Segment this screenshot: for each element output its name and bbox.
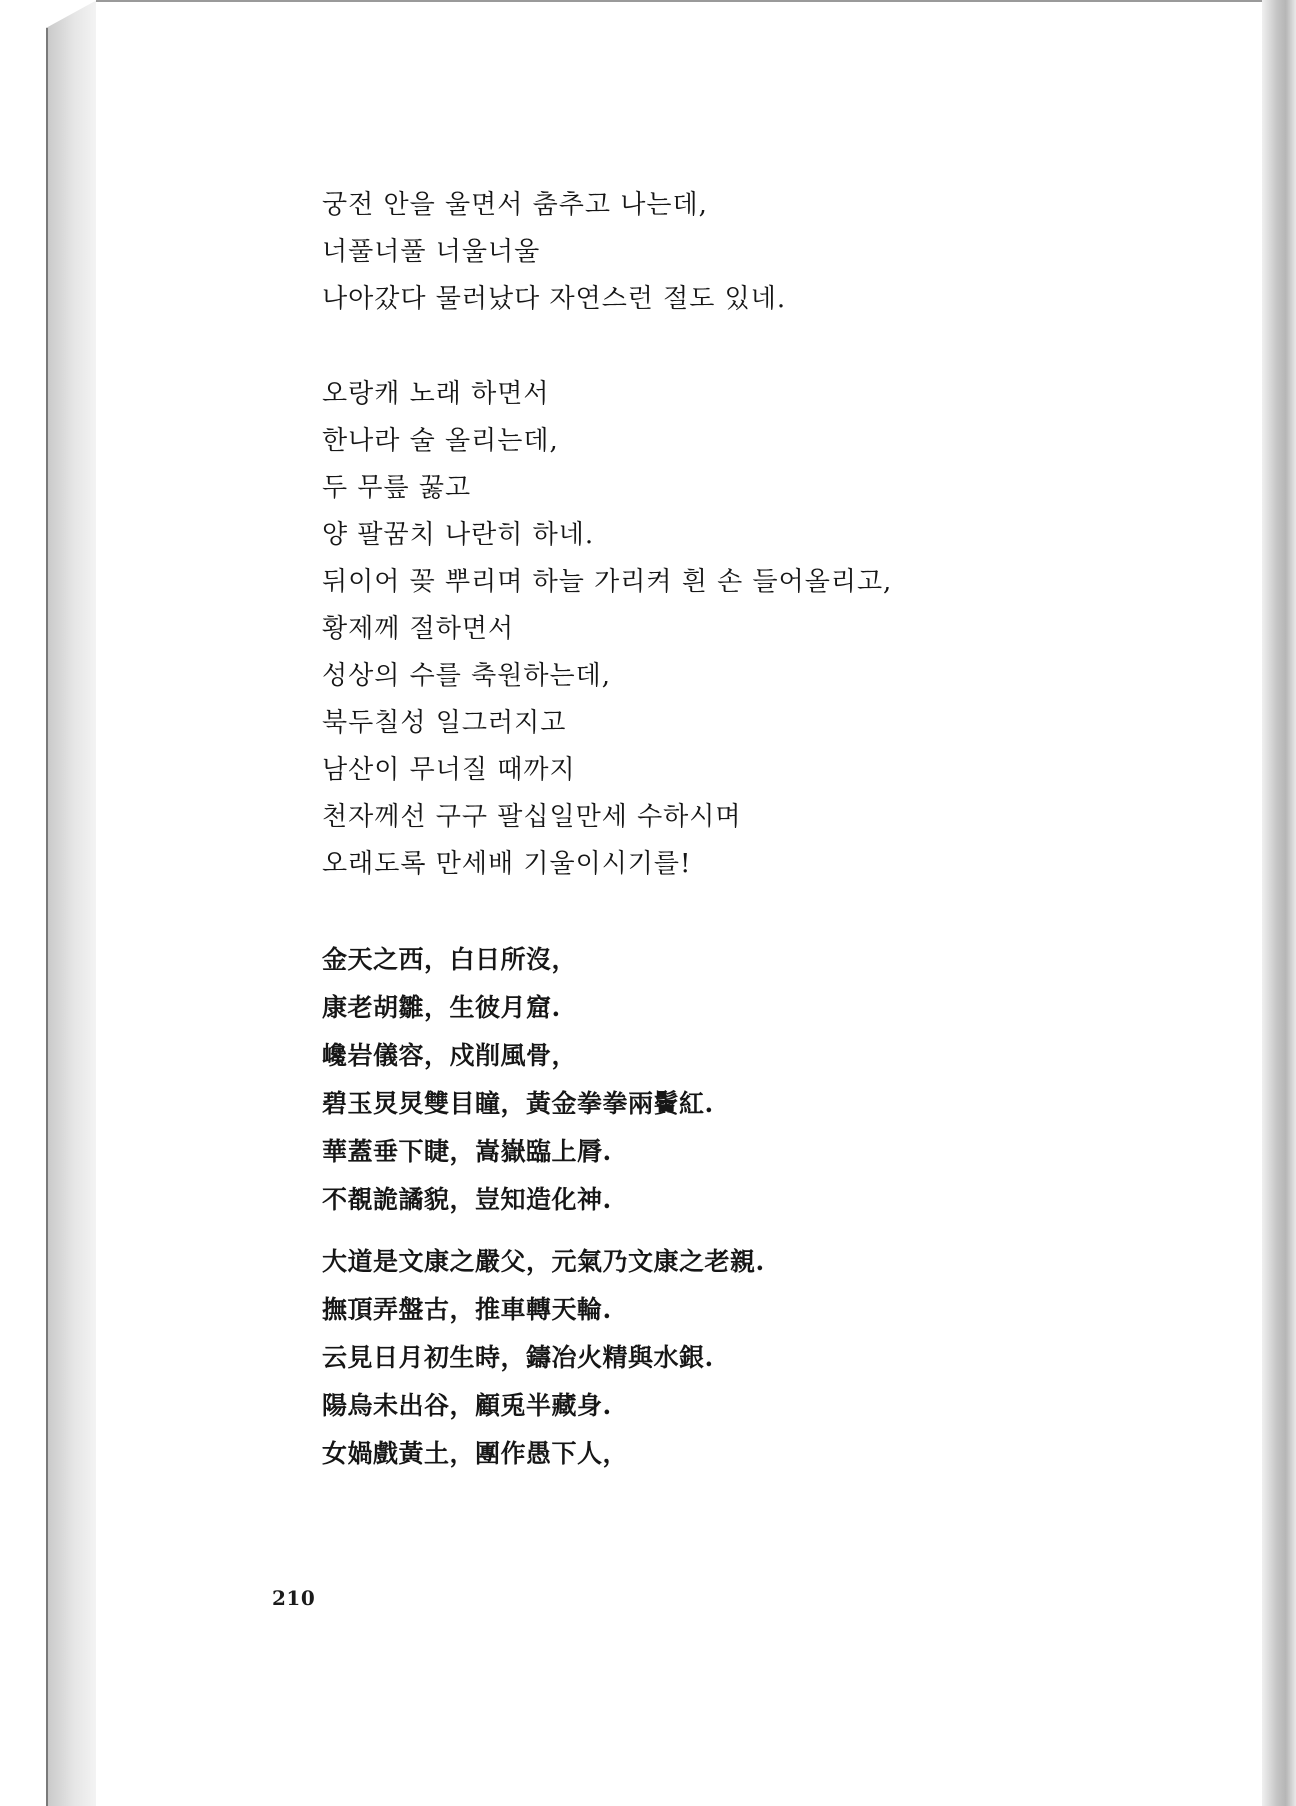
spine-edge-line: [46, 28, 48, 1806]
verse-line: 오래도록 만세배 기울이시기를!: [322, 849, 692, 879]
poem-text: [322, 182, 1082, 1478]
verse-line: 황제께 절하면서: [322, 614, 515, 644]
verse-line: 女媧戲黃土，團作愚下人，: [322, 1439, 629, 1468]
verse-line: 너풀너풀 너울너울: [322, 237, 541, 267]
chinese-stanza-2: [322, 1238, 1082, 1478]
verse-line: 華蓋垂下睫，嵩嶽臨上脣.: [322, 1137, 612, 1166]
verse-line: 한나라 술 올리는데,: [322, 426, 559, 456]
verse-line: 陽烏未出谷，顧兎半藏身.: [322, 1391, 612, 1420]
verse-line: 大道是文康之嚴父，元氣乃文康之老親.: [322, 1247, 765, 1276]
verse-line: 金天之西，白日所沒，: [322, 945, 578, 974]
verse-line: 천자께선 구구 팔십일만세 수하시며: [322, 802, 742, 832]
stanza-gap: [322, 1224, 1082, 1238]
page-right-shadow: [1262, 0, 1296, 1806]
verse-line: 不覩詭譎貌，豈知造化神.: [322, 1185, 612, 1214]
stanza-gap: [322, 323, 1082, 371]
verse-line: 두 무릎 꿇고: [322, 473, 472, 503]
stanza-gap: [322, 888, 1082, 936]
book-page: [96, 2, 1262, 1806]
verse-line: 巉岩儀容，戍削風骨，: [322, 1041, 578, 1070]
verse-line: 양 팔꿈치 나란히 하네.: [322, 520, 595, 550]
verse-line: 오랑캐 노래 하면서: [322, 379, 550, 409]
verse-line: 云見日月初生時，鑄冶火精與水銀.: [322, 1343, 714, 1372]
verse-line: 뒤이어 꽂 뿌리며 하늘 가리켜 흰 손 들어올리고,: [322, 567, 893, 597]
book-spine: [46, 0, 97, 1806]
verse-line: 康老胡雛，生彼月窟.: [322, 993, 561, 1022]
verse-line: 撫頂弄盤古，推車轉天輪.: [322, 1295, 612, 1324]
chinese-stanza-1: [322, 936, 1082, 1224]
korean-stanza-2: [322, 371, 1082, 888]
verse-line: 북두칠성 일그러지고: [322, 708, 567, 738]
verse-line: 남산이 무너질 때까지: [322, 755, 576, 785]
page-number: 210: [272, 1586, 316, 1610]
verse-line: 성상의 수를 축원하는데,: [322, 661, 611, 691]
verse-line: 궁전 안을 울면서 춤추고 나는데,: [322, 190, 708, 220]
verse-line: 碧玉炅炅雙目瞳，黃金拳拳兩鬢紅.: [322, 1089, 714, 1118]
korean-stanza-1: [322, 182, 1082, 323]
verse-line: 나아갔다 물러났다 자연스런 절도 있네.: [322, 284, 787, 314]
